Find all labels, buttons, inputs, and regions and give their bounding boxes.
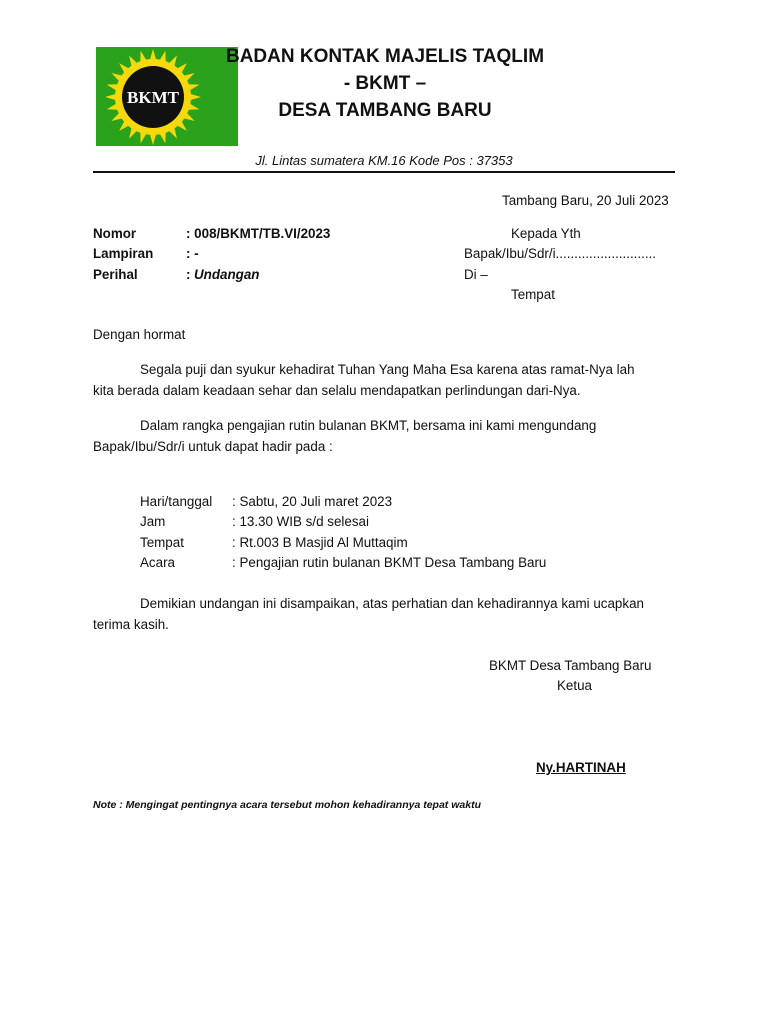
footnote: Note : Mengingat pentingnya acara tersebut mohon kehadirannya tepat waktu [93, 799, 481, 811]
paragraph2-line2: Bapak/Ibu/Sdr/i untuk dapat hadir pada : [93, 439, 333, 454]
detail-label: Acara [140, 555, 175, 570]
greeting: Dengan hormat [93, 327, 186, 342]
signature-role: Ketua [557, 678, 592, 693]
closing-line1: Demikian undangan ini disampaikan, atas perhatian dan kehadirannya kami ucapkan [140, 596, 644, 611]
signature-org: BKMT Desa Tambang Baru [489, 658, 652, 673]
closing-line2: terima kasih. [93, 617, 169, 632]
header-title-line3: DESA TAMBANG BARU [278, 100, 492, 121]
header-title-line2: - BKMT – [343, 73, 427, 94]
perihal-label: Perihal [93, 267, 138, 282]
header-address: Jl. Lintas sumatera KM.16 Kode Pos : 37353 [255, 153, 513, 168]
perihal-value: Undangan [194, 267, 260, 282]
recipient-line4: Tempat [511, 287, 555, 302]
header-title-line1: BADAN KONTAK MAJELIS TAQLIM [225, 46, 545, 67]
nomor-label: Nomor [93, 226, 137, 241]
detail-value: : Sabtu, 20 Juli maret 2023 [232, 494, 393, 509]
nomor-value: : 008/BKMT/TB.VI/2023 [186, 226, 331, 241]
detail-label: Hari/tanggal [140, 494, 213, 509]
logo-text: BKMT [127, 88, 179, 107]
detail-label: Tempat [140, 535, 184, 550]
recipient-line3: Di – [464, 267, 488, 282]
detail-value: : Rt.003 B Masjid Al Muttaqim [232, 535, 408, 550]
signature-name: Ny.HARTINAH [536, 760, 626, 775]
paragraph2-line1: Dalam rangka pengajian rutin bulanan BKMT, bersama ini kami mengundang [140, 418, 597, 433]
paragraph1-line2: kita berada dalam keadaan sehar dan selalu mendapatkan perlindungan dari-Nya. [93, 383, 581, 398]
letter-date: Tambang Baru, 20 Juli 2023 [502, 193, 669, 208]
detail-value: : 13.30 WIB s/d selesai [232, 514, 369, 529]
recipient-line1: Kepada Yth [511, 226, 581, 241]
lampiran-label: Lampiran [93, 246, 154, 261]
paragraph1-line1: Segala puji dan syukur kehadirat Tuhan Yang Maha Esa karena atas ramat-Nya lah [140, 362, 635, 377]
lampiran-value: : - [186, 246, 199, 261]
detail-label: Jam [140, 514, 166, 529]
recipient-line2: Bapak/Ibu/Sdr/i........................... [464, 246, 657, 261]
header-divider [93, 171, 675, 173]
perihal-colon: : [186, 267, 191, 282]
detail-value: : Pengajian rutin bulanan BKMT Desa Tambang Baru [232, 555, 547, 570]
